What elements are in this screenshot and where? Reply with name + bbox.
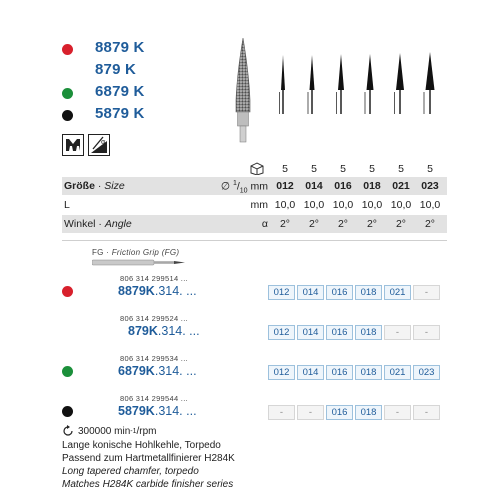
order-size-021: - (384, 405, 411, 420)
angle-2: 2° (337, 218, 349, 230)
length-2: 10,0 (332, 199, 354, 211)
variant-label-3: 5879 K (95, 105, 145, 122)
length-3: 10,0 (361, 199, 383, 211)
product-code-suffix: .314. ... (154, 364, 197, 378)
size-unit-super: 1 (232, 180, 237, 187)
shank-name: Friction Grip (FG) (111, 248, 180, 257)
silhouette-021 (395, 53, 405, 114)
tooth-preparation-icon (62, 134, 84, 156)
length-unit: mm (250, 199, 268, 211)
product-code-suffix: .314. ... (154, 284, 197, 298)
rotation-icon (62, 425, 74, 437)
description-de-2: Passend zum Hartmetallfinierer H284K (62, 453, 235, 464)
length-1: 10,0 (303, 199, 325, 211)
pack-qty-0: 5 (282, 163, 288, 175)
angle-chamfer-icon (88, 134, 110, 156)
order-size-023[interactable]: 023 (413, 365, 440, 380)
product-code[interactable] (118, 364, 197, 378)
pack-qty-1: 5 (311, 163, 317, 175)
product-code[interactable] (118, 284, 197, 298)
silhouette-014 (308, 55, 315, 114)
rpm-super: -1 (130, 427, 137, 435)
size-unit-suffix: mm (247, 180, 268, 193)
size-3: 018 (363, 180, 381, 192)
product-ref: 806 314 299524 ... (120, 314, 188, 323)
angle-label-de: Winkel (64, 218, 96, 230)
size-2: 016 (334, 180, 352, 192)
silhouette-023 (424, 52, 435, 114)
size-label-de: Größe (64, 180, 95, 192)
size-unit (200, 180, 268, 195)
angle-4: 2° (395, 218, 407, 230)
angle-unit: α (261, 218, 268, 230)
order-size-016[interactable]: 016 (326, 285, 353, 300)
pack-qty-2: 5 (340, 163, 346, 175)
size-silhouettes (280, 52, 435, 114)
angle-label-sep: · (95, 218, 105, 230)
size-4: 021 (392, 180, 410, 192)
size-unit-prefix: ∅ (220, 180, 233, 193)
order-size-012[interactable]: 012 (268, 285, 295, 300)
shank-prefix: FG · (92, 248, 112, 257)
order-size-014[interactable]: 014 (297, 325, 324, 340)
order-size-023: - (413, 325, 440, 340)
silhouette-018 (365, 54, 374, 114)
product-code-suffix: .314. ... (154, 404, 197, 418)
shank-image (92, 258, 187, 268)
product-dot (62, 406, 73, 417)
size-unit-frac: / (236, 180, 240, 193)
order-size-018[interactable]: 018 (355, 285, 382, 300)
length-row-label: L (64, 199, 70, 211)
size-1: 014 (305, 180, 323, 192)
angle-0: 2° (279, 218, 291, 230)
order-size-014[interactable]: 014 (297, 365, 324, 380)
product-dot (62, 286, 73, 297)
angle-label-en: Angle (104, 218, 132, 230)
size-label-sep: · (94, 180, 105, 192)
order-size-023: - (413, 405, 440, 420)
order-size-023: - (413, 285, 440, 300)
product-ref: 806 314 299544 ... (120, 394, 188, 403)
product-dot (62, 366, 73, 377)
angle-1: 2° (308, 218, 320, 230)
size-0: 012 (276, 180, 294, 192)
product-code-main: 6879K (118, 364, 155, 378)
rpm-line (62, 425, 157, 437)
description-en-2: Matches H284K carbide finisher series (62, 479, 234, 490)
angle-5: 2° (424, 218, 436, 230)
order-size-021: - (384, 325, 411, 340)
size-label-en: Size (104, 180, 125, 192)
order-size-018[interactable]: 018 (355, 405, 382, 420)
size-row-label (64, 180, 125, 192)
variant-label-1: 879 K (95, 61, 137, 78)
length-4: 10,0 (390, 199, 412, 211)
variant-label-2: 6879 K (95, 83, 145, 100)
description-de-1: Lange konische Hohlkehle, Torpedo (62, 440, 221, 451)
length-0: 10,0 (274, 199, 296, 211)
size-5: 023 (421, 180, 439, 192)
order-size-018[interactable]: 018 (355, 365, 382, 380)
product-code[interactable] (118, 404, 197, 418)
angle-alpha-symbol: α (101, 138, 106, 146)
product-ref: 806 314 299534 ... (120, 354, 188, 363)
description-en-1: Long tapered chamfer, torpedo (62, 466, 199, 477)
order-size-016[interactable]: 016 (326, 325, 353, 340)
product-code-main: 8879K (118, 284, 155, 298)
product-code-suffix: .314. ... (157, 324, 200, 338)
silhouette-012 (280, 55, 286, 114)
order-size-016[interactable]: 016 (326, 365, 353, 380)
order-size-021[interactable]: 021 (384, 285, 411, 300)
angle-3: 2° (366, 218, 378, 230)
order-size-014[interactable]: 014 (297, 285, 324, 300)
pack-qty-3: 5 (369, 163, 375, 175)
angle-row-label (64, 218, 132, 230)
product-code[interactable] (128, 324, 200, 338)
shank-label (92, 248, 179, 257)
product-ref: 806 314 299514 ... (120, 274, 188, 283)
order-size-012[interactable]: 012 (268, 325, 295, 340)
order-size-021[interactable]: 021 (384, 365, 411, 380)
product-code-main: 5879K (118, 404, 155, 418)
order-size-012: - (268, 405, 295, 420)
order-size-012[interactable]: 012 (268, 365, 295, 380)
divider (62, 240, 447, 241)
rpm-value: 300000 min (78, 425, 131, 437)
order-size-014: - (297, 405, 324, 420)
order-size-016[interactable]: 016 (326, 405, 353, 420)
order-size-018[interactable]: 018 (355, 325, 382, 340)
product-code-main: 879K (128, 324, 158, 338)
variant-label-0: 8879 K (95, 39, 145, 56)
size-unit-sub: 10 (239, 187, 248, 195)
pack-qty-4: 5 (398, 163, 404, 175)
length-5: 10,0 (419, 199, 441, 211)
pack-qty-5: 5 (427, 163, 433, 175)
diamond-bur-image (236, 38, 250, 142)
rpm-unit: /rpm (136, 425, 157, 437)
silhouette-016 (337, 54, 345, 114)
